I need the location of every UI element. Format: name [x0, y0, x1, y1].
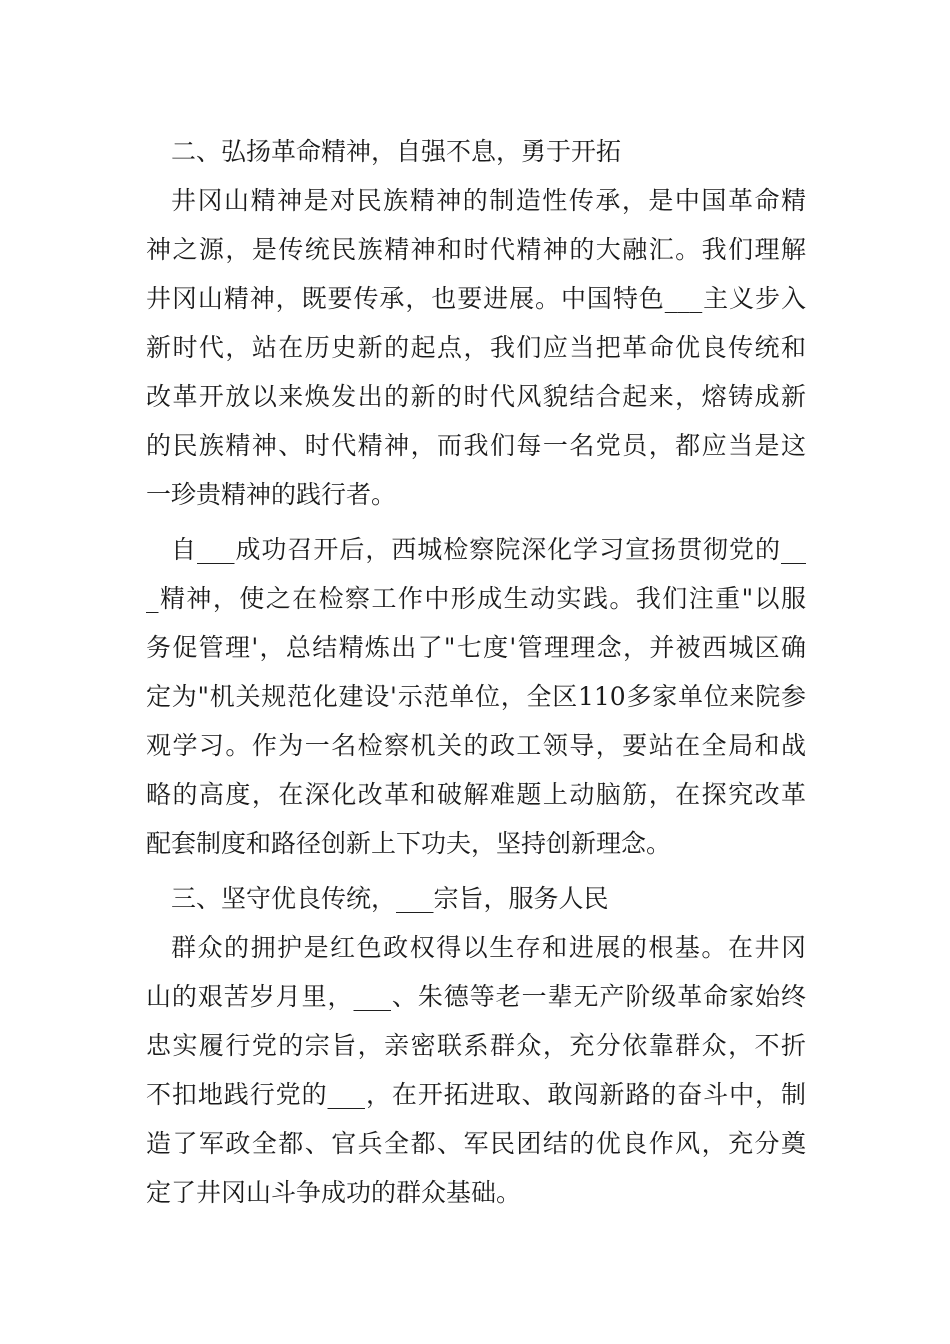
section-heading-2: 二、弘扬革命精神，自强不息，勇于开拓 [171, 137, 622, 166]
paragraph-line: 观学习。作为一名检察机关的政工领导，要站在全局和战 [146, 731, 806, 760]
paragraph-line: 群众的拥护是红色政权得以生存和进展的根基。在井冈 [171, 933, 806, 962]
paragraph-line: 井冈山精神是对民族精神的制造性传承，是中国革命精 [171, 186, 806, 215]
paragraph-line: 改革开放以来焕发出的新的时代风貌结合起来，熔铸成新 [146, 382, 806, 411]
paragraph-line: 的民族精神、时代精神，而我们每一名党员，都应当是这 [146, 431, 806, 460]
paragraph-line: 新时代，站在历史新的起点，我们应当把革命优良传统和 [146, 333, 806, 362]
paragraph-line: 忠实履行党的宗旨，亲密联系群众，充分依靠群众，不折 [146, 1031, 806, 1060]
paragraph-line: 造了军政全都、官兵全都、军民团结的优良作风，充分奠 [146, 1129, 806, 1158]
paragraph-line: 定为"机关规范化建设'示范单位，全区110多家单位来院参 [146, 682, 806, 711]
paragraph-line: 务促管理'，总结精炼出了"七度'管理理念，并被西城区确 [146, 633, 806, 662]
paragraph-line: 配套制度和路径创新上下功夫，坚持创新理念。 [146, 829, 672, 858]
paragraph-line: 一珍贵精神的践行者。 [146, 480, 397, 509]
paragraph-line: _精神，使之在检察工作中形成生动实践。我们注重"以服 [146, 584, 806, 613]
paragraph-line: 不扣地践行党的___，在开拓进取、敢闯新路的奋斗中，制 [146, 1080, 806, 1109]
section-heading-3: 三、坚守优良传统，___宗旨，服务人民 [171, 884, 609, 913]
paragraph-line: 井冈山精神，既要传承，也要进展。中国特色___主义步入 [146, 284, 806, 313]
paragraph-line: 神之源，是传统民族精神和时代精神的大融汇。我们理解 [146, 235, 806, 264]
paragraph-line: 山的艰苦岁月里，___、朱德等老一辈无产阶级革命家始终 [146, 982, 806, 1011]
paragraph-line: 略的高度，在深化改革和破解难题上动脑筋，在探究改革 [146, 780, 806, 809]
paragraph-line: 定了井冈山斗争成功的群众基础。 [146, 1178, 522, 1207]
paragraph-line: 自___成功召开后，西城检察院深化学习宣扬贯彻党的__ [171, 535, 806, 564]
